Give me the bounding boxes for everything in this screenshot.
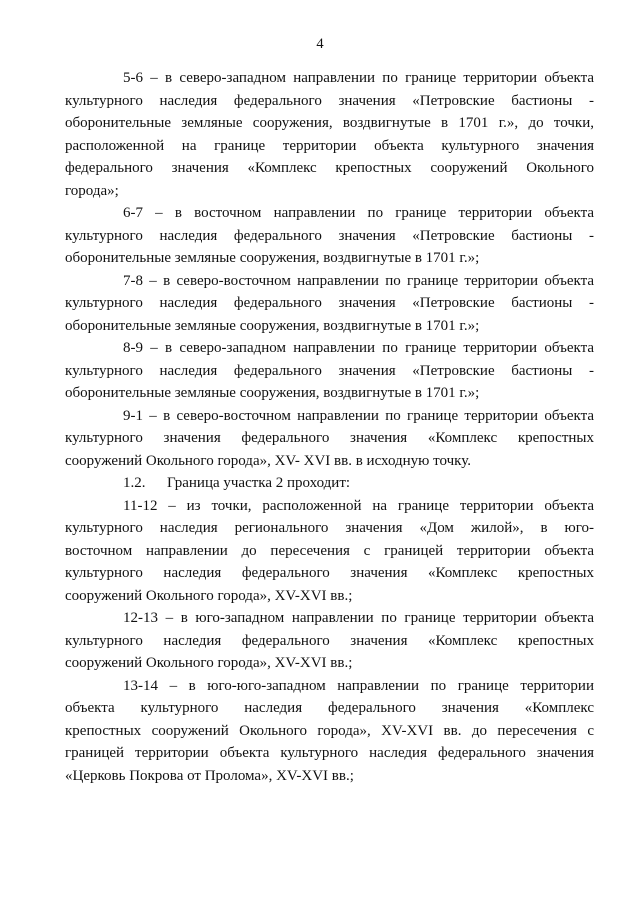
paragraph-line: культурного наследия федерального значения «Петровские бастионы - [65, 362, 594, 379]
paragraph-line: 8-9 – в северо-западном направлении по границе территории объекта [123, 340, 594, 356]
paragraph-line: культурного наследия федерального значения «Комплекс крепостных [65, 632, 594, 649]
paragraph-line: оборонительные земляные сооружения, воздвигнутые в 1701 г.»; [65, 385, 480, 401]
paragraph-line: оборонительные земляные сооружения, воздвигнутые в 1701 г.»; [65, 317, 480, 334]
section-heading [94, 472, 594, 495]
paragraph-line: города»; [65, 182, 119, 199]
paragraph-8-9 [65, 337, 594, 405]
paragraph-line: культурного наследия федерального значения «Комплекс крепостных [65, 565, 594, 581]
paragraph-5-6 [65, 67, 594, 202]
paragraph-line: федерального значения «Комплекс крепостных сооружений Окольного [65, 160, 594, 176]
paragraph-line: «Церковь Покрова от Пролома», XV-XVI вв.; [65, 767, 354, 784]
paragraph-13-14 [65, 675, 594, 788]
paragraph-line: культурного наследия федерального значения «Петровские бастионы - [65, 295, 594, 311]
paragraph-9-1 [65, 405, 594, 473]
paragraph-line: сооружений Окольного города», XV- XVI вв. в исходную точку. [65, 452, 471, 469]
boundary-section-2-paragraphs [65, 495, 594, 788]
section-number: 1.2. [123, 475, 146, 491]
paragraph-line: культурного наследия федерального значения «Петровские бастионы - [65, 92, 594, 109]
paragraph-line: 7-8 – в северо-восточном направлении по границе территории объекта [123, 272, 594, 289]
paragraph-11-12 [65, 495, 594, 608]
paragraph-line: 12-13 – в юго-западном направлении по границе территории объекта [123, 610, 594, 626]
paragraph-line: 6-7 – в восточном направлении по границе территории объекта [123, 205, 594, 221]
paragraph-line: границей территории объекта культурного наследия федерального значения [65, 745, 594, 761]
page-number: 4 [316, 36, 324, 52]
paragraph-line: расположенной на границе территории объекта культурного значения [65, 137, 594, 154]
paragraph-line: сооружений Окольного города», XV-XVI вв.; [65, 655, 353, 671]
paragraph-line: объекта культурного наследия федерального значения «Комплекс [65, 700, 594, 716]
section-title: Граница участка 2 проходит: [167, 475, 351, 491]
paragraph-line: 11-12 – из точки, расположенной на границе территории объекта [123, 497, 594, 514]
document-body [65, 67, 594, 787]
paragraph-12-13 [65, 607, 594, 675]
paragraph-line: культурного наследия регионального значения «Дом жилой», в юго- [65, 520, 594, 536]
paragraph-line: оборонительные земляные сооружения, воздвигнутые в 1701 г.», до точки, [65, 115, 594, 131]
paragraph-line: оборонительные земляные сооружения, воздвигнутые в 1701 г.»; [65, 250, 480, 266]
paragraph-line: культурного наследия федерального значения «Петровские бастионы - [65, 227, 594, 244]
paragraph-line: культурного значения федерального значения «Комплекс крепостных [65, 430, 594, 446]
paragraph-7-8 [65, 270, 594, 338]
paragraph-6-7 [65, 202, 594, 270]
paragraph-line: 9-1 – в северо-восточном направлении по границе территории объекта [123, 407, 594, 424]
paragraph-line: 13-14 – в юго-юго-западном направлении по границе территории [123, 677, 594, 694]
paragraph-line: сооружений Окольного города», XV-XVI вв.; [65, 587, 353, 604]
boundary-section-1-paragraphs [65, 67, 594, 472]
paragraph-line: восточном направлении до пересечения с границей территории объекта [65, 542, 594, 559]
paragraph-line: крепостных сооружений Окольного города», XV-XVI вв. до пересечения с [65, 722, 594, 739]
paragraph-line: 5-6 – в северо-западном направлении по границе территории объекта [123, 70, 594, 86]
